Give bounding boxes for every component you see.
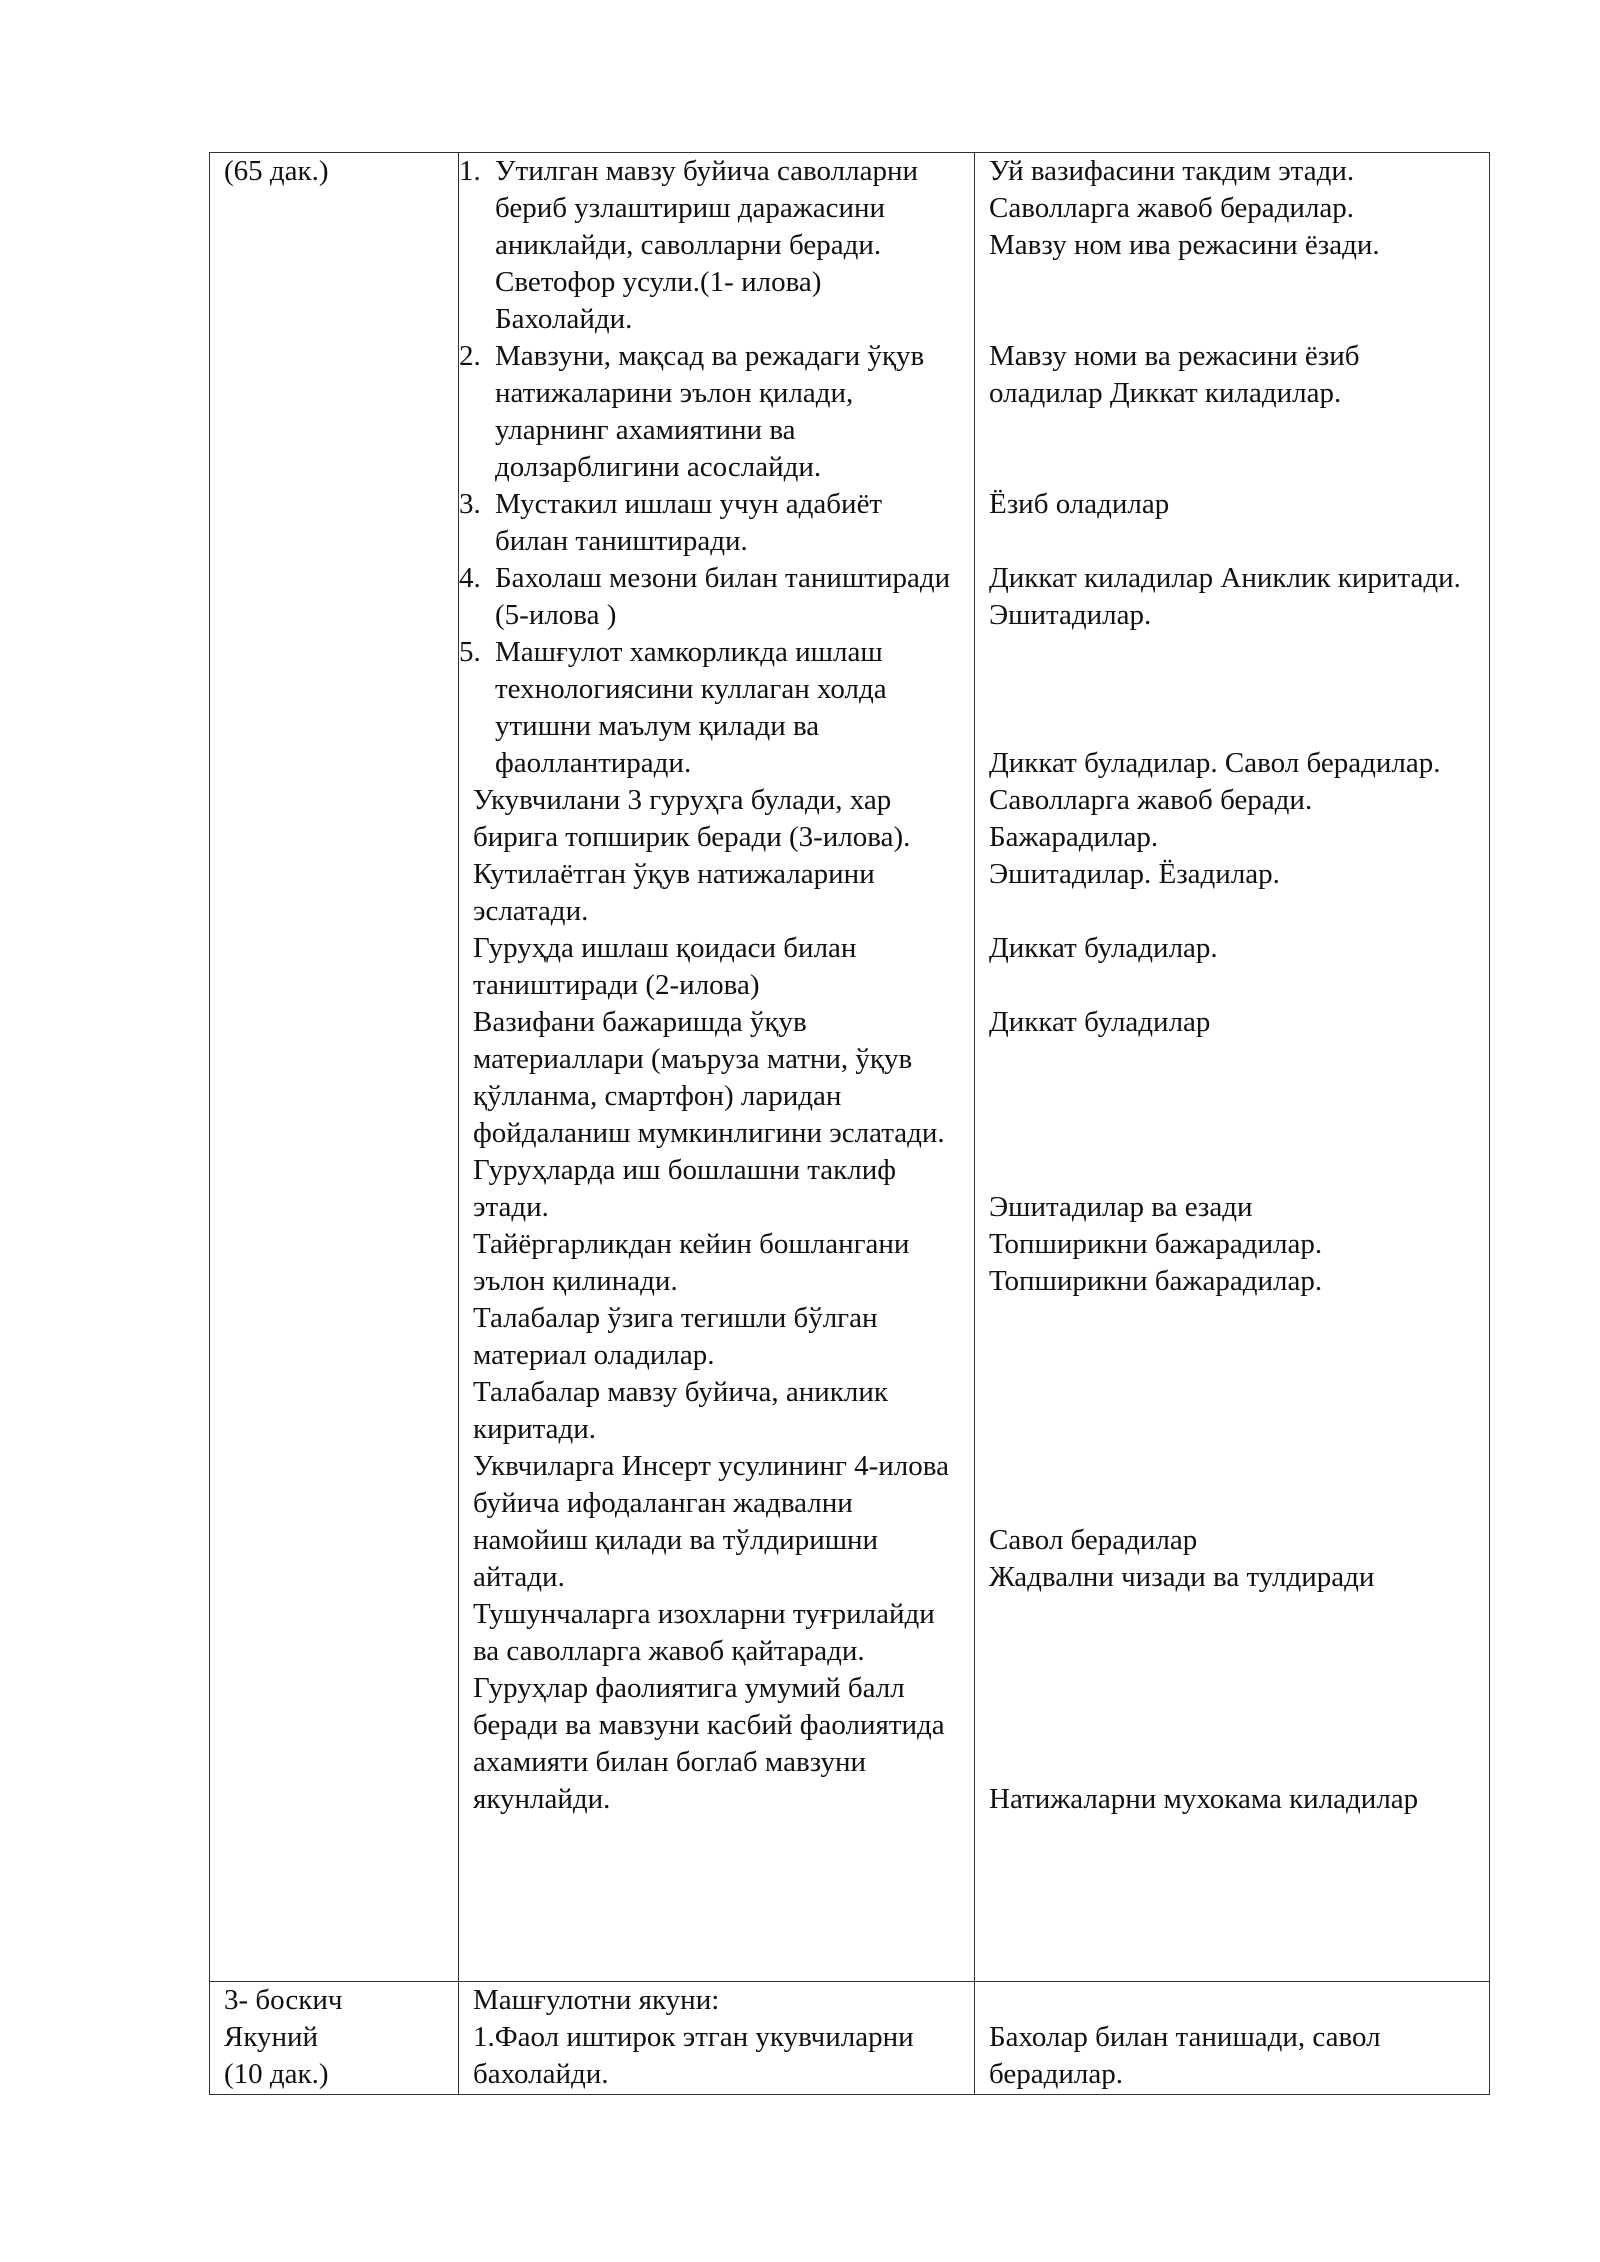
teacher-paragraph: Тайёргарликдан кейин бошлангани эълон қилинади. [473,1228,910,1297]
student-line: Топширикни бажарадилар. [989,1265,1323,1297]
student-line: Диккат киладилар Аниклик киритади. [989,562,1461,594]
student-activity-cell [975,153,1490,1982]
stage-cell [210,153,459,1982]
table-row [210,153,1490,1982]
student-activity-cell [975,1982,1490,2095]
stage-duration: (65 дак.) [224,155,329,187]
stage-cell [210,1982,459,2095]
list-item: 2. Мавзуни, мақсад ва режадаги ўқув натижаларини эълон қилади, уларнинг ахамиятини ва долзарблигини асослайди. [459,340,925,483]
student-line: Саволларга жавоб берадилар. [989,192,1355,224]
teacher-numbered-list [459,153,960,782]
student-line: Савол берадилар [989,1524,1198,1556]
teacher-paragraph: Тушунчаларга изохларни туғрилайди ва саволларга жавоб қайтаради. [473,1598,935,1667]
teacher-paragraph: Кутилаётган ўқув натижаларини эслатади. [473,858,875,927]
stage-number: 3- боскич [224,1984,343,2016]
student-line: Жадвални чизади ва тулдиради [989,1561,1375,1593]
student-line: Натижаларни мухокама киладилар [989,1783,1419,1815]
student-line: Диккат буладилар. [989,932,1218,964]
stage-name: Якуний [224,2021,319,2053]
teacher-paragraph: Уквчиларга Инсерт усулининг 4-илова буйича ифодаланган жадвални намойиш қилади ва тўлдиришни айтади. [473,1450,949,1593]
student-line: Уй вазифасини такдим этади. [989,155,1355,187]
teacher-paragraph: Талабалар мавзу буйича, аниклик киритади. [473,1376,888,1445]
student-line: Бахолар билан танишади, савол берадилар. [989,2021,1381,2090]
student-line: Эшитадилар. [989,599,1152,631]
teacher-paragraph: Укувчилани 3 гуруҳга булади, хар бирига топширик беради (3-илова). [473,784,911,853]
teacher-paragraph: Гуруҳларда иш бошлашни таклиф этади. [473,1154,897,1223]
list-item: 1. Утилган мавзу буйича саволларни бериб узлаштириш даражасини аниклайди, саволларни беради. Светофор усули.(1- илова) Бахолайди. [459,155,919,335]
teacher-paragraph: 1.Фаол иштирок этган укувчиларни бахолайди. [473,2021,914,2090]
student-line: Эшитадилар. Ёзадилар. [989,858,1280,890]
student-line: Диккат буладилар. Савол берадилар. Саволларга жавоб беради. Бажарадилар. [989,747,1441,853]
teacher-paragraph: Гуруҳлар фаолиятига умумий балл беради ва мавзуни касбий фаолиятида ахамияти билан боглаб мавзуни якунлайди. [473,1672,945,1815]
student-line: Диккат буладилар [989,1006,1211,1038]
student-line: Мавзу ном ива режасини ёзади. [989,229,1380,261]
teacher-paragraph: Гуруҳда ишлаш қоидаси билан таништиради (2-илова) [473,932,857,1001]
teacher-paragraph: Талабалар ўзига тегишли бўлган материал оладилар. [473,1302,878,1371]
table-row [210,1982,1490,2095]
stage-duration: (10 дак.) [224,2058,329,2090]
student-line: Топширикни бажарадилар. [989,1228,1323,1260]
student-line: Ёзиб оладилар [989,488,1170,520]
student-line: Мавзу номи ва режасини ёзиб оладилар Диккат киладилар. [989,340,1360,409]
teacher-activity-cell [459,1982,975,2095]
list-item: 3. Мустакил ишлаш учун адабиёт билан таништиради. [459,488,883,557]
list-item: 5. Машғулот хамкорликда ишлаш технологиясини куллаган холда утишни маълум қилади ва фаоллантиради. [459,636,887,779]
teacher-activity-cell [459,153,975,1982]
lesson-plan-table [209,152,1490,2095]
teacher-heading: Машғулотни якуни: [473,1984,720,2016]
student-line: Эшитадилар ва езади [989,1191,1253,1223]
list-item: 4. Бахолаш мезони билан таништиради (5-илова ) [459,562,951,631]
teacher-paragraph: Вазифани бажаришда ўқув материаллари (маъруза матни, ўқув қўлланма, смартфон) ларидан фойдаланиш мумкинлигини эслатади. [473,1006,945,1149]
